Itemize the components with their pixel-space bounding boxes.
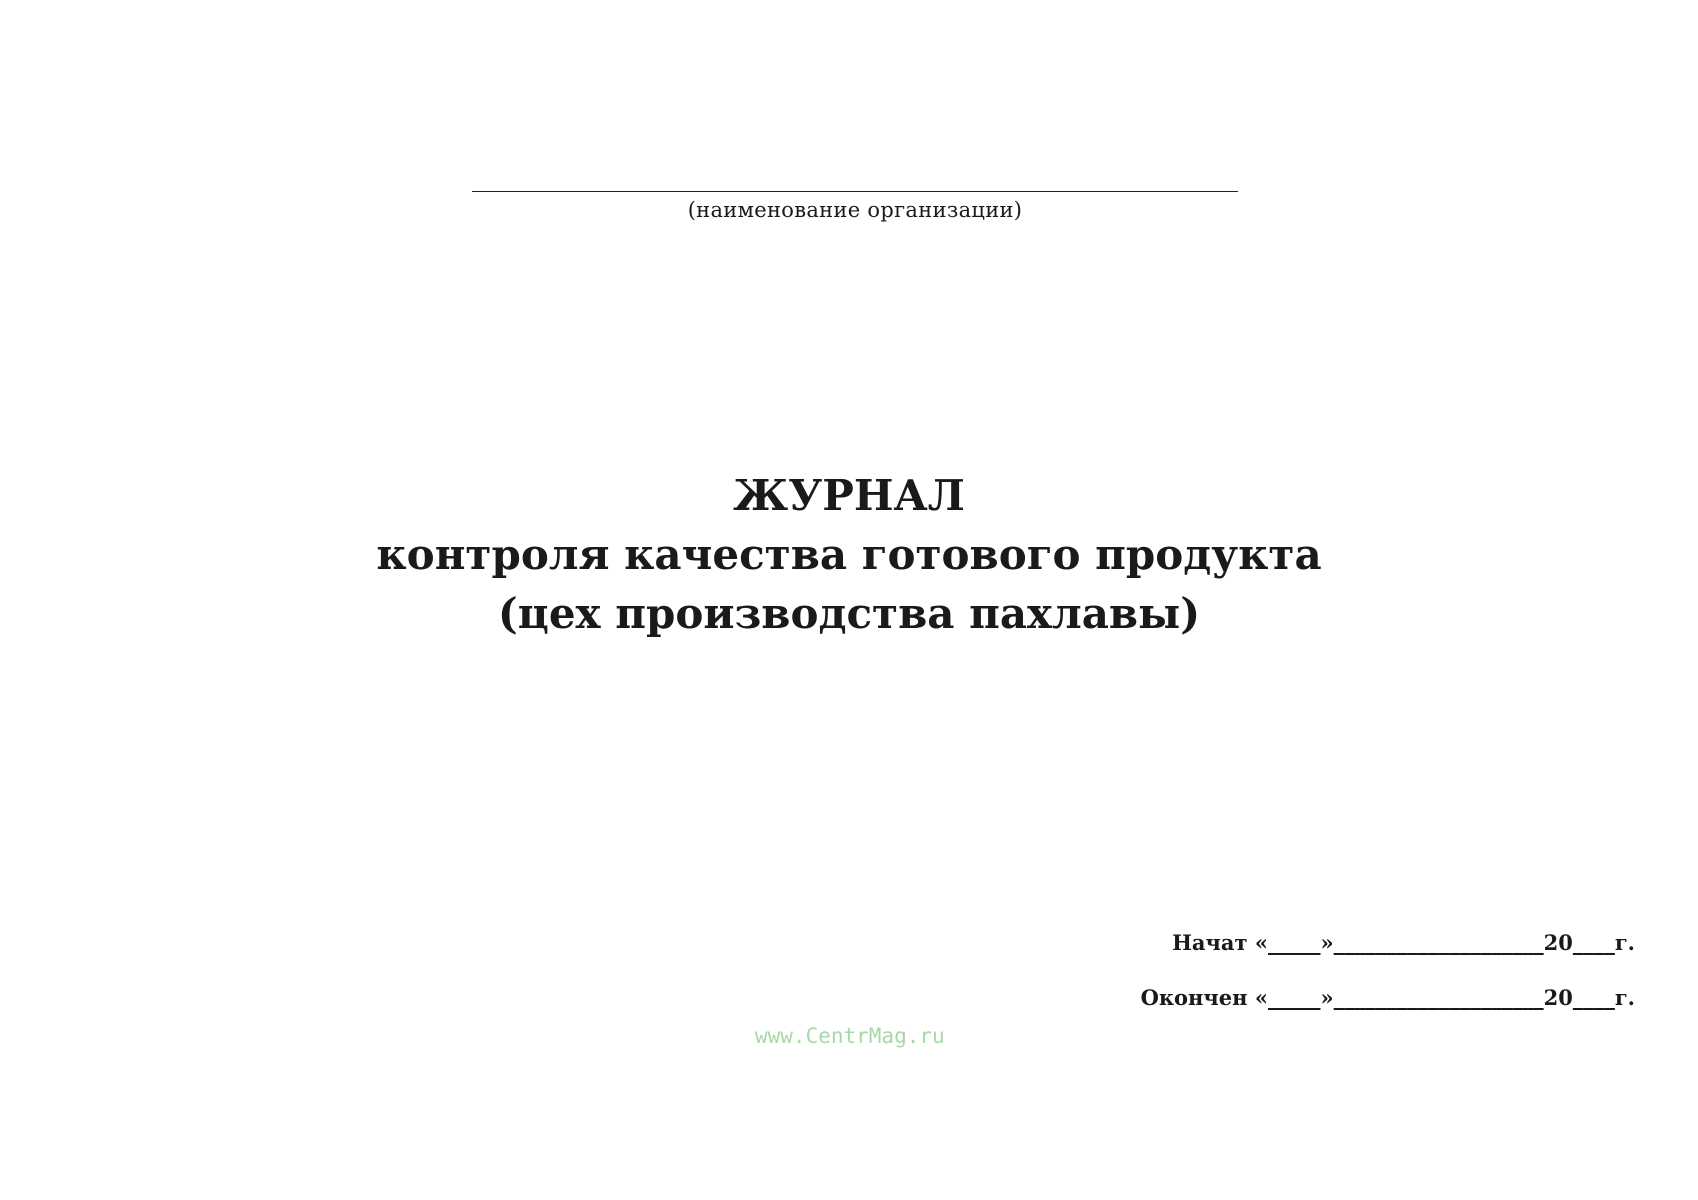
journal-title xyxy=(0,466,1698,643)
organization-caption: (наименование организации) xyxy=(687,198,1023,222)
title-line-1: ЖУРНАЛ xyxy=(733,471,965,520)
title-line-2: контроля качества готового продукта xyxy=(376,530,1322,579)
started-date-line: Начат «_____»____________________20____г. xyxy=(1172,930,1635,955)
watermark: www.CentrMag.ru xyxy=(755,1024,945,1048)
organization-name-line xyxy=(472,191,1238,192)
title-line-3: (цех производства пахлавы) xyxy=(497,589,1201,638)
finished-date-line: Окончен «_____»____________________20____г. xyxy=(1140,985,1635,1010)
